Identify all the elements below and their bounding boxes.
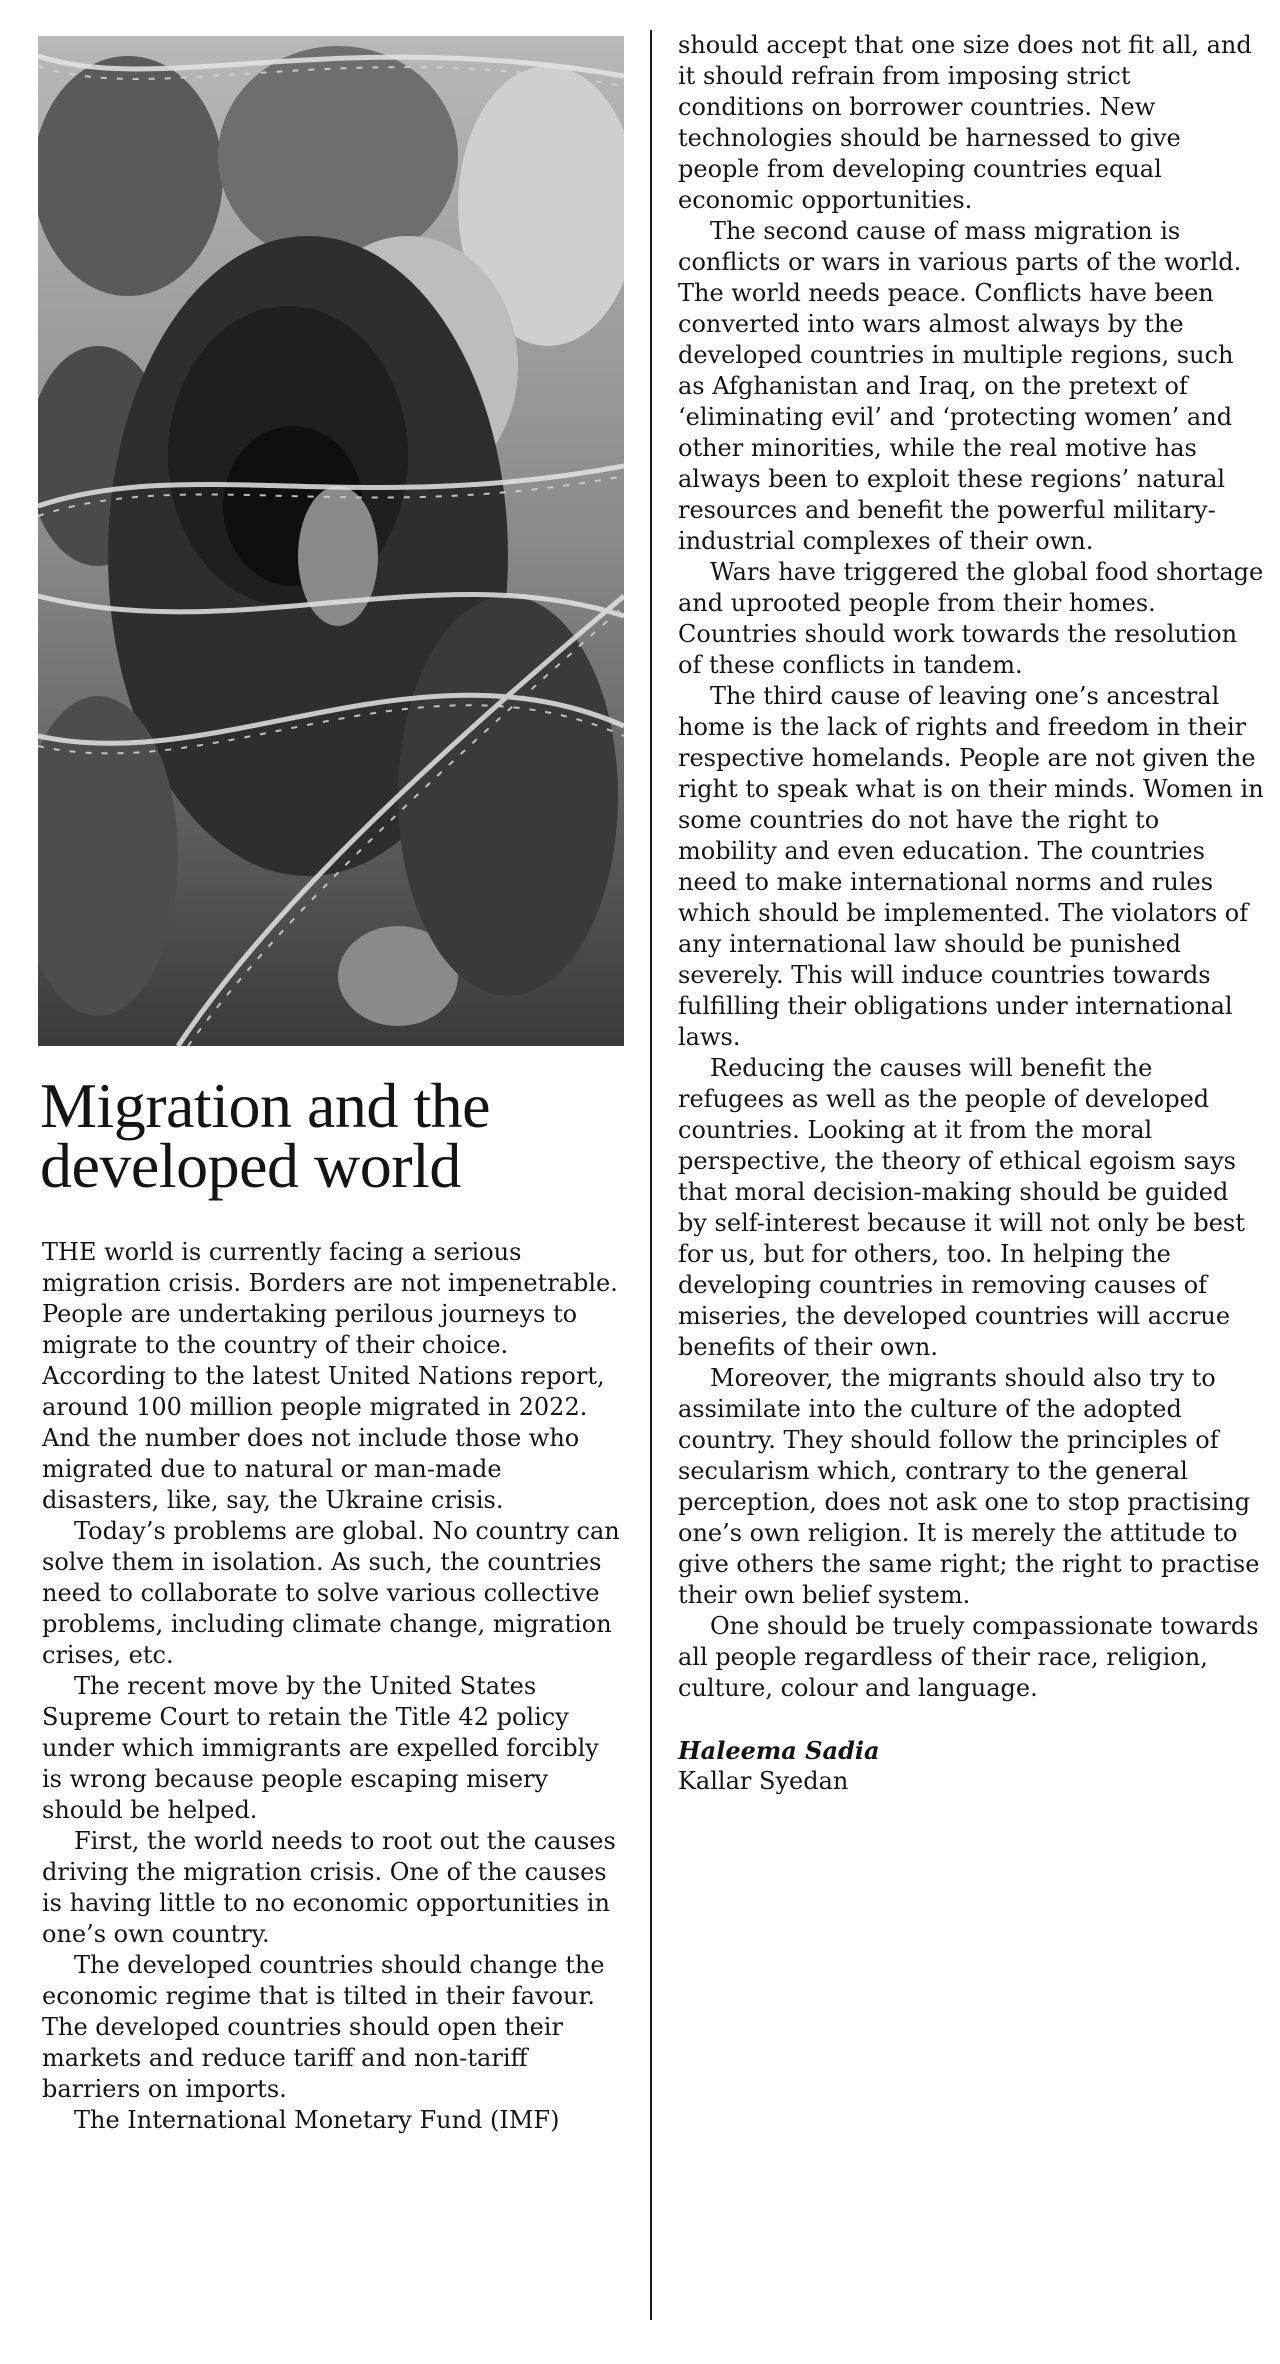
refugee-photo-image bbox=[38, 36, 624, 1046]
paragraph: should accept that one size does not fit all, and it should refrain from imposing strict conditions on borrower countries. New technologies should be harnessed to give people from developing countries equal economic opportunities. bbox=[678, 31, 1252, 214]
author-name: Haleema Sadia bbox=[678, 1736, 880, 1765]
paragraph: Reducing the causes will benefit the refugees as well as the people of developed countries. Looking at it from the moral perspective, the theory of ethical egoism says that moral decision-making should be guided by self-interest because it will not only be best for us, but for others, too. In helping the developing countries in removing causes of miseries, the developed countries will accrue benefits of their own. bbox=[678, 1054, 1245, 1361]
paragraph: Wars have triggered the global food shortage and uprooted people from their homes. Countries should work towards the resolution of these conflicts in tandem. bbox=[678, 558, 1264, 679]
paragraph: THE world is currently facing a serious migration crisis. Borders are not impenetrable. People are undertaking perilous journeys to migrate to the country of their choice. According to the latest United Nations report, around 100 million people migrated in 2022. And the number does not include those who migrated due to natural or man-made disasters, like, say, the Ukraine crisis. bbox=[42, 1238, 618, 1514]
article-body-left-column bbox=[42, 1237, 622, 2136]
paragraph: The recent move by the United States Supreme Court to retain the Title 42 policy under which immigrants are expelled forcibly is wrong because people escaping misery should be helped. bbox=[42, 1672, 599, 1824]
paragraph: The International Monetary Fund (IMF) bbox=[74, 2106, 560, 2134]
article-photo bbox=[38, 36, 624, 1046]
article-headline: Migration and the developed world bbox=[40, 1070, 491, 1201]
paragraph: One should be truely compassionate towards all people regardless of their race, religion, culture, colour and language. bbox=[678, 1612, 1259, 1702]
paragraph: Moreover, the migrants should also try to assimilate into the culture of the adopted country. They should follow the principles of secularism which, contrary to the general perception, does not ask one to stop practising one’s own religion. It is merely the attitude to give others the same right; the right to practise their own belief system. bbox=[678, 1364, 1260, 1609]
paragraph: The third cause of leaving one’s ancestral home is the lack of rights and freedom in their respective homelands. People are not given the right to speak what is on their minds. Women in some countries do not have the right to mobility and even education. The countries need to make international norms and rules which should be implemented. The violators of any international law should be punished severely. This will induce countries towards fulfilling their obligations under international laws. bbox=[678, 682, 1264, 1051]
paragraph: Today’s problems are global. No country can solve them in isolation. As such, the countries need to collaborate to solve various collective problems, including climate change, migration crises, etc. bbox=[42, 1517, 620, 1669]
article-body-right-column bbox=[678, 30, 1264, 1797]
paragraph: The developed countries should change the economic regime that is tilted in their favour. The developed countries should open their markets and reduce tariff and non-tariff barriers on imports. bbox=[42, 1951, 605, 2103]
paragraph: First, the world needs to root out the causes driving the migration crisis. One of the causes is having little to no economic opportunities in one’s own country. bbox=[42, 1827, 616, 1948]
author-location: Kallar Syedan bbox=[678, 1767, 849, 1795]
column-divider bbox=[650, 30, 652, 2320]
paragraph: The second cause of mass migration is conflicts or wars in various parts of the world. The world needs peace. Conflicts have been converted into wars almost always by the developed countries in multiple regions, such as Afghanistan and Iraq, on the pretext of ‘eliminating evil’ and ‘protecting women’ and other minorities, while the real motive has always been to exploit these regions’ natural resources and benefit the powerful military-industrial complexes of their own. bbox=[678, 217, 1242, 555]
